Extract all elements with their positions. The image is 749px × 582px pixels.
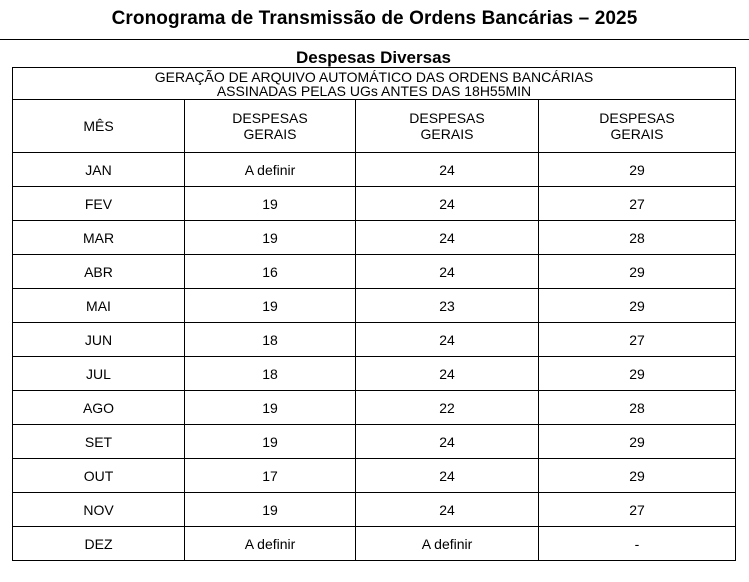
- column-header-b: [356, 100, 539, 153]
- section-title: Despesas Diversas: [295, 48, 451, 67]
- month-cell: JAN: [13, 153, 185, 187]
- col-a-cell: 19: [185, 221, 356, 255]
- table-row: [13, 153, 736, 187]
- col-c-cell: 29: [539, 357, 736, 391]
- table-row: [13, 187, 736, 221]
- month-cell: SET: [13, 425, 185, 459]
- month-cell: JUN: [13, 323, 185, 357]
- schedule-table: [12, 67, 736, 561]
- col-b-cell: 24: [356, 357, 539, 391]
- header-row: [13, 100, 736, 153]
- month-cell: NOV: [13, 493, 185, 527]
- col-b-cell: 24: [356, 221, 539, 255]
- column-header-c: [539, 100, 736, 153]
- table-row: [13, 493, 736, 527]
- col-a-cell: 17: [185, 459, 356, 493]
- col-a-cell: 16: [185, 255, 356, 289]
- col-a-cell: A definir: [185, 527, 356, 561]
- table-row: [13, 289, 736, 323]
- col-c-cell: 27: [539, 187, 736, 221]
- banner-row: [13, 68, 736, 100]
- month-cell: FEV: [13, 187, 185, 221]
- col-c-cell: 29: [539, 459, 736, 493]
- month-cell: DEZ: [13, 527, 185, 561]
- col-c-cell: 29: [539, 425, 736, 459]
- col-b-cell: 24: [356, 153, 539, 187]
- col-b-cell: 22: [356, 391, 539, 425]
- col-a-cell: 19: [185, 187, 356, 221]
- col-c-cell: 29: [539, 289, 736, 323]
- col-c-cell: 29: [539, 255, 736, 289]
- col-c-cell: 28: [539, 221, 736, 255]
- col-a-cell: A definir: [185, 153, 356, 187]
- page-title: Cronograma de Transmissão de Ordens Bancárias – 2025: [111, 8, 638, 29]
- col-b-cell: 24: [356, 459, 539, 493]
- month-cell: OUT: [13, 459, 185, 493]
- table-row: [13, 425, 736, 459]
- column-header-a-line-1: DESPESAS: [232, 110, 308, 126]
- month-cell: AGO: [13, 391, 185, 425]
- month-cell: ABR: [13, 255, 185, 289]
- col-b-cell: 24: [356, 255, 539, 289]
- col-a-cell: 19: [185, 425, 356, 459]
- column-header-a: [185, 100, 356, 153]
- col-b-cell: 24: [356, 425, 539, 459]
- col-b-cell: 24: [356, 323, 539, 357]
- banner-line-1: GERAÇÃO DE ARQUIVO AUTOMÁTICO DAS ORDENS BANCÁRIAS: [154, 68, 594, 85]
- table-row: [13, 391, 736, 425]
- banner-cell: [13, 68, 736, 100]
- table-row: [13, 255, 736, 289]
- col-a-cell: 19: [185, 493, 356, 527]
- col-a-cell: 18: [185, 357, 356, 391]
- col-c-cell: 28: [539, 391, 736, 425]
- col-b-cell: A definir: [356, 527, 539, 561]
- column-header-b-line-1: DESPESAS: [409, 110, 485, 126]
- col-b-cell: 24: [356, 187, 539, 221]
- table-row: [13, 323, 736, 357]
- column-header-a-line-2: GERAIS: [243, 126, 297, 142]
- col-c-cell: 27: [539, 493, 736, 527]
- column-header-c-line-2: GERAIS: [610, 126, 664, 142]
- col-c-cell: 27: [539, 323, 736, 357]
- banner-line-2: ASSINADAS PELAS UGs ANTES DAS 18H55MIN: [216, 82, 532, 99]
- column-header-month: MÊS: [13, 100, 185, 153]
- col-a-cell: 19: [185, 289, 356, 323]
- col-a-cell: 19: [185, 391, 356, 425]
- column-header-c-line-1: DESPESAS: [599, 110, 675, 126]
- month-cell: MAR: [13, 221, 185, 255]
- col-b-cell: 24: [356, 493, 539, 527]
- table-row: [13, 221, 736, 255]
- col-c-cell: 29: [539, 153, 736, 187]
- table-row: [13, 357, 736, 391]
- month-cell: JUL: [13, 357, 185, 391]
- col-a-cell: 18: [185, 323, 356, 357]
- column-header-b-line-2: GERAIS: [420, 126, 474, 142]
- title-divider: [0, 39, 749, 40]
- col-c-cell: -: [539, 527, 736, 561]
- table-row: [13, 527, 736, 561]
- table-row: [13, 459, 736, 493]
- col-b-cell: 23: [356, 289, 539, 323]
- month-cell: MAI: [13, 289, 185, 323]
